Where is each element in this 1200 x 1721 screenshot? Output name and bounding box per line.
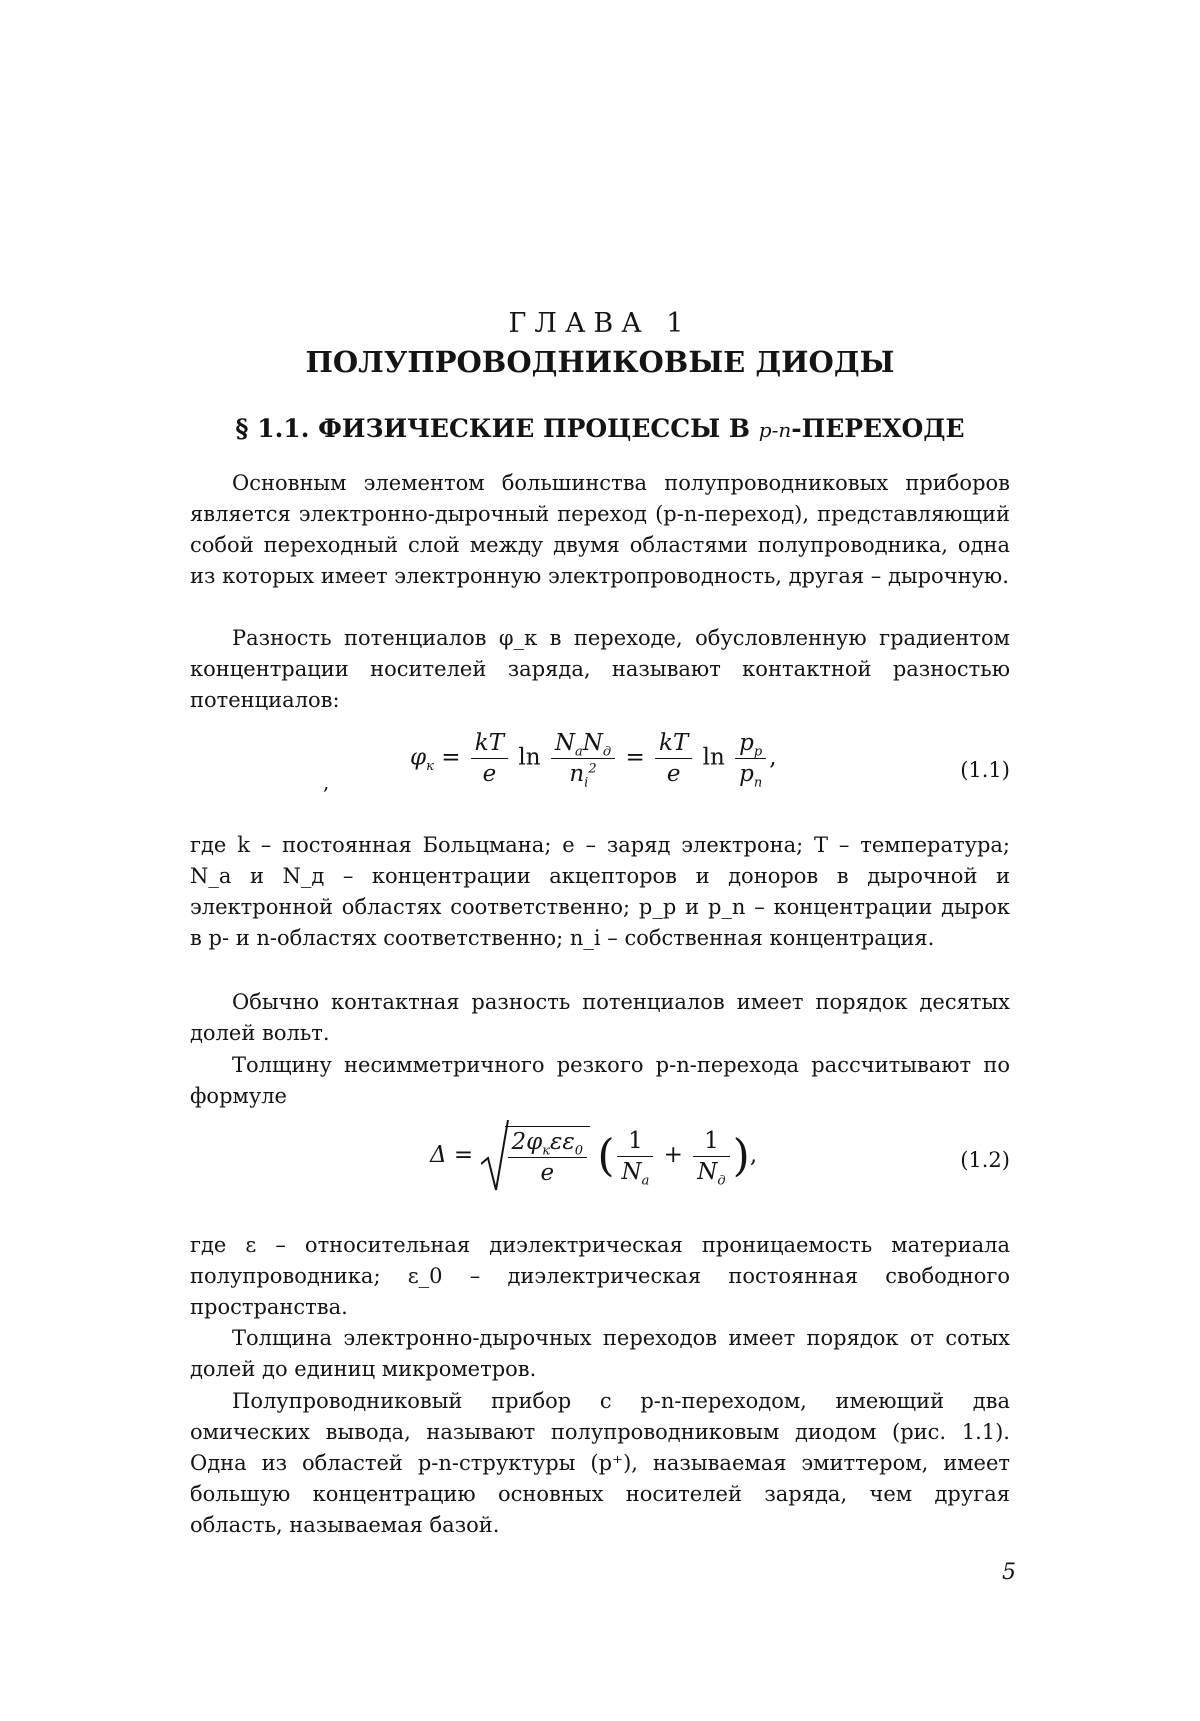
speck-mark: , xyxy=(323,770,330,794)
chapter-label: ГЛАВА 1 xyxy=(508,308,692,339)
section-title-suffix: -ПЕРЕХОДЕ xyxy=(791,414,965,443)
section-title-italic: p-n xyxy=(758,418,792,442)
section-title xyxy=(0,414,1200,443)
equation-1-2-body: Δ = $\frac{2\varphi_к\varepsilon\varepsilon_0}{e}$ ( $\frac{1}{N_а}$ + $\frac{1}{N_д}$ ), xyxy=(430,1118,757,1194)
page-number: 5 xyxy=(1002,1560,1016,1585)
paragraph-6: где ε – относительная диэлектрическая проницаемость материала полупроводника; ε_0 – диэлектрическая постоянная свободного пространства. xyxy=(190,1233,1010,1319)
equation-1-1-body: $\varphi_к$ = $\frac{kT}{e}$ ln $\frac{N_аN_д}{n_i^2}$ = $\frac{kT}{e}$ ln $\frac{p_p}{p_n}$ , xyxy=(410,730,777,791)
equation-1-1-number: (1.1) xyxy=(960,758,1010,782)
equation-1-1 xyxy=(190,730,1010,830)
paragraph-8: Полупроводниковый прибор с p-n-переходом, имеющий два омических вывода, называют полупроводниковым диодом (рис. 1.1). Одна из областей p-n-структуры (p⁺), называемая эмиттером, имеет большую концентрацию основных носителей заряда, чем другая область, называемая базой. xyxy=(190,1389,1010,1537)
paragraph-5: Толщину несимметричного резкого p-n-перехода рассчитывают по формуле xyxy=(190,1053,1010,1108)
paragraph-3: где k – постоянная Больцмана; e – заряд электрона; T – температура; N_а и N_д – концентрации акцепторов и доноров в дырочной и электронной областях соответственно; p_p и p_n – концентрации дырок в p- и n-областях соответственно; n_i – собственная концентрация. xyxy=(190,833,1010,950)
section-title-prefix: § 1.1. ФИЗИЧЕСКИЕ ПРОЦЕССЫ В xyxy=(235,414,759,443)
radical-sign xyxy=(481,1118,509,1194)
chapter-title: ПОЛУПРОВОДНИКОВЫЕ ДИОДЫ xyxy=(305,345,895,379)
paragraph-2: Разность потенциалов φ_к в переходе, обусловленную градиентом концентрации носителей заряда, называют контактной разностью потенциалов: xyxy=(190,626,1010,712)
equation-1-2 xyxy=(190,1118,1010,1218)
equation-1-2-number: (1.2) xyxy=(960,1148,1010,1172)
paragraph-1: Основным элементом большинства полупроводниковых приборов является электронно-дырочный переход (p-n-переход), представляющий собой переходный слой между двумя областями полупроводника, одна из которых имеет электронную электропроводность, другая – дырочную. xyxy=(190,471,1010,588)
paragraph-7: Толщина электронно-дырочных переходов имеет порядок от сотых долей до единиц микрометров. xyxy=(190,1326,1010,1381)
paragraph-4: Обычно контактная разность потенциалов имеет порядок десятых долей вольт. xyxy=(190,990,1010,1045)
